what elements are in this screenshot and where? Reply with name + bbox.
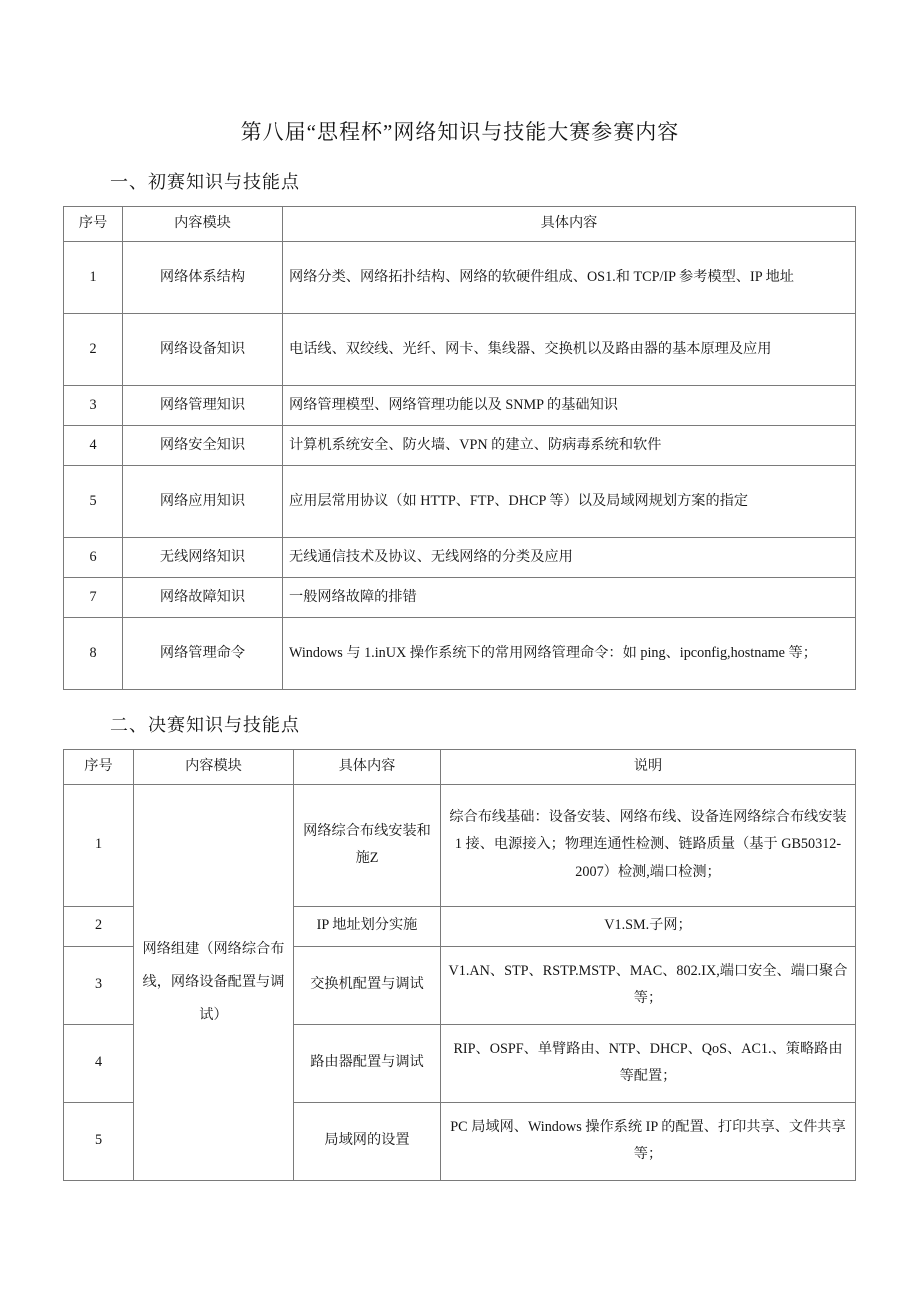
cell-index: 7: [64, 578, 123, 618]
cell-content: 电话线、双绞线、光纤、网卡、集线器、交换机以及路由器的基本原理及应用: [283, 314, 856, 386]
preliminary-skills-table: [63, 206, 856, 690]
table-header-row: [64, 207, 856, 242]
preliminary-table-wrapper: [0, 206, 920, 690]
table-header-row: [64, 750, 856, 785]
table-row: [64, 386, 856, 426]
cell-description: V1.AN、STP、RSTP.MSTP、MAC、802.IX,端口安全、端口聚合等；: [441, 946, 856, 1024]
cell-content: 网络管理模型、网络管理功能以及 SNMP 的基础知识: [283, 386, 856, 426]
table-row: [64, 314, 856, 386]
table-row: [64, 538, 856, 578]
cell-description: V1.SM.子网；: [441, 906, 856, 946]
table-row: [64, 466, 856, 538]
cell-index: 5: [64, 466, 123, 538]
cell-index: 2: [64, 314, 123, 386]
cell-module: 网络设备知识: [123, 314, 283, 386]
cell-description: PC 局域网、Windows 操作系统 IP 的配置、打印共享、文件共享等；: [441, 1102, 856, 1180]
cell-index: 2: [64, 906, 134, 946]
cell-content: 一般网络故障的排错: [283, 578, 856, 618]
column-header-content: 具体内容: [294, 750, 441, 785]
cell-content: Windows 与 1.inUX 操作系统下的常用网络管理命令：如 ping、ipconfig,hostname 等；: [283, 618, 856, 690]
cell-index: 3: [64, 386, 123, 426]
cell-description: RIP、OSPF、单臂路由、NTP、DHCP、QoS、AC1.、策略路由等配置；: [441, 1024, 856, 1102]
cell-module: 无线网络知识: [123, 538, 283, 578]
cell-content: 应用层常用协议（如 HTTP、FTP、DHCP 等）以及局域网规划方案的指定: [283, 466, 856, 538]
cell-index: 5: [64, 1102, 134, 1180]
cell-index: 6: [64, 538, 123, 578]
cell-index: 8: [64, 618, 123, 690]
cell-index: 4: [64, 426, 123, 466]
cell-module: 网络故障知识: [123, 578, 283, 618]
cell-index: 1: [64, 242, 123, 314]
cell-module: 网络安全知识: [123, 426, 283, 466]
cell-index: 3: [64, 946, 134, 1024]
cell-content: 路由器配置与调试: [294, 1024, 441, 1102]
column-header-content: 具体内容: [283, 207, 856, 242]
cell-index: 4: [64, 1024, 134, 1102]
cell-index: 1: [64, 784, 134, 906]
column-header-index: 序号: [64, 207, 123, 242]
section-heading-final: 二、决赛知识与技能点: [110, 715, 300, 736]
final-skills-table: [63, 749, 856, 1181]
final-table-wrapper: [0, 749, 920, 1181]
page-title: 第八届“思程杯”网络知识与技能大赛参赛内容: [240, 120, 680, 144]
cell-content: 无线通信技术及协议、无线网络的分类及应用: [283, 538, 856, 578]
column-header-module: 内容模块: [134, 750, 294, 785]
column-header-description: 说明: [441, 750, 856, 785]
table-row: [64, 784, 856, 906]
cell-content: 网络综合布线安装和施Z: [294, 784, 441, 906]
cell-module: 网络应用知识: [123, 466, 283, 538]
cell-description: 综合布线基础：设备安装、网络布线、设备连网络综合布线安装 1 接、电源接入；物理连通性检测、链路质量（基于 GB50312-2007）检测,端口检测；: [441, 784, 856, 906]
cell-content: 交换机配置与调试: [294, 946, 441, 1024]
cell-module: 网络管理知识: [123, 386, 283, 426]
table-row: [64, 578, 856, 618]
cell-module-group: 网络组建（网络综合布线，网络设备配置与调试）: [134, 784, 294, 1180]
column-header-module: 内容模块: [123, 207, 283, 242]
section-heading-preliminary: 一、初赛知识与技能点: [110, 172, 300, 193]
cell-content: 网络分类、网络拓扑结构、网络的软硬件组成、OS1.和 TCP/IP 参考模型、IP 地址: [283, 242, 856, 314]
column-header-index: 序号: [64, 750, 134, 785]
cell-content: 局域网的设置: [294, 1102, 441, 1180]
cell-content: IP 地址划分实施: [294, 906, 441, 946]
table-row: [64, 242, 856, 314]
cell-module: 网络管理命令: [123, 618, 283, 690]
cell-module: 网络体系结构: [123, 242, 283, 314]
cell-content: 计算机系统安全、防火墙、VPN 的建立、防病毒系统和软件: [283, 426, 856, 466]
table-row: [64, 426, 856, 466]
table-row: [64, 618, 856, 690]
